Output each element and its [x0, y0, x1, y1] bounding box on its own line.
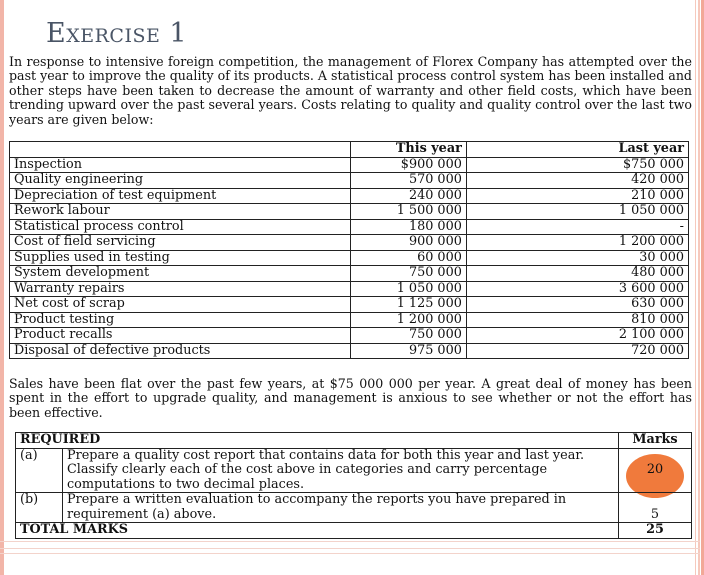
right-border-inner	[695, 0, 696, 575]
cost-this-year: 975 000	[351, 343, 467, 359]
cost-row	[10, 328, 689, 344]
cost-this-year: 1 125 000	[351, 297, 467, 313]
cost-last-year: 810 000	[466, 312, 688, 328]
total-marks: 25	[619, 523, 692, 539]
cost-row	[10, 157, 689, 173]
right-border	[698, 0, 704, 575]
cost-last-year: 2 100 000	[466, 328, 688, 344]
cost-this-year: 60 000	[351, 250, 467, 266]
cost-last-year: -	[466, 219, 688, 235]
cost-this-year: 750 000	[351, 328, 467, 344]
cost-row	[10, 235, 689, 251]
cost-last-year: 1 200 000	[466, 235, 688, 251]
cost-item: Cost of field servicing	[10, 235, 351, 251]
cost-last-year: 210 000	[466, 188, 688, 204]
cost-row	[10, 343, 689, 359]
cost-row	[10, 173, 689, 189]
cost-last-year: 30 000	[466, 250, 688, 266]
left-border	[0, 0, 4, 575]
cost-last-year: $750 000	[466, 157, 688, 173]
cost-item: Statistical process control	[10, 219, 351, 235]
cost-this-year: 180 000	[351, 219, 467, 235]
cost-last-year: 480 000	[466, 266, 688, 282]
cost-item: Product testing	[10, 312, 351, 328]
required-heading: REQUIRED	[16, 433, 619, 449]
required-label: (b)	[16, 493, 63, 523]
required-marks: 20	[646, 462, 664, 477]
cost-last-year: 1 050 000	[466, 204, 688, 220]
cost-last-year: 630 000	[466, 297, 688, 313]
cost-item: Depreciation of test equipment	[10, 188, 351, 204]
cost-this-year: 1 500 000	[351, 204, 467, 220]
total-row	[16, 523, 692, 539]
bottom-rule-3	[0, 553, 700, 554]
cost-item: Rework labour	[10, 204, 351, 220]
cost-item: Product recalls	[10, 328, 351, 344]
required-text: Prepare a written evaluation to accompany the reports you have prepared in requirement (a) above.	[63, 493, 619, 523]
cost-last-year: 3 600 000	[466, 281, 688, 297]
page-title: Exercise 1	[46, 18, 188, 49]
cost-this-year: 570 000	[351, 173, 467, 189]
required-header-row	[16, 433, 692, 449]
required-label: (a)	[16, 448, 63, 493]
header-this-year: This year	[351, 142, 467, 158]
required-text: Prepare a quality cost report that contains data for both this year and last year. Classify clearly each of the cost above in categories and carry percentage computations to two decimal places.	[63, 448, 619, 493]
cost-row	[10, 188, 689, 204]
cost-item: Net cost of scrap	[10, 297, 351, 313]
header-item	[10, 142, 351, 158]
cost-this-year: 240 000	[351, 188, 467, 204]
cost-row	[10, 281, 689, 297]
cost-row	[10, 297, 689, 313]
header-last-year: Last year	[466, 142, 688, 158]
required-table	[15, 432, 692, 539]
required-row-a	[16, 448, 692, 493]
cost-item: Disposal of defective products	[10, 343, 351, 359]
cost-this-year: 1 050 000	[351, 281, 467, 297]
sales-paragraph: Sales have been flat over the past few years, at $75 000 000 per year. A great deal of money has been spent in the effort to upgrade quality, and management is anxious to see whether or not the effort has been effective.	[9, 376, 692, 420]
cost-item: Warranty repairs	[10, 281, 351, 297]
cost-last-year: 420 000	[466, 173, 688, 189]
cost-table	[9, 141, 689, 359]
cost-item: Supplies used in testing	[10, 250, 351, 266]
total-label: TOTAL MARKS	[16, 523, 619, 539]
cost-row	[10, 250, 689, 266]
cost-row	[10, 312, 689, 328]
cost-item: Inspection	[10, 157, 351, 173]
cost-this-year: 750 000	[351, 266, 467, 282]
required-marks: 5	[619, 493, 692, 523]
cost-row	[10, 219, 689, 235]
bottom-rule	[0, 541, 700, 542]
cost-this-year: 900 000	[351, 235, 467, 251]
intro-paragraph: In response to intensive foreign competition, the management of Florex Company has attempted over the past year to improve the quality of its products. A statistical process control system has been installed and other steps have been taken to decrease the amount of warranty and other field costs, which have been trending upward over the past several years. Costs relating to quality and quality control over the last two years are given below:	[9, 54, 692, 127]
cost-item: System development	[10, 266, 351, 282]
marks-heading: Marks	[619, 433, 692, 449]
required-row-b	[16, 493, 692, 523]
cost-row	[10, 266, 689, 282]
cost-table-header	[10, 142, 689, 158]
cost-last-year: 720 000	[466, 343, 688, 359]
bottom-rule-2	[0, 548, 700, 549]
cost-item: Quality engineering	[10, 173, 351, 189]
cost-row	[10, 204, 689, 220]
cost-this-year: $900 000	[351, 157, 467, 173]
cost-this-year: 1 200 000	[351, 312, 467, 328]
